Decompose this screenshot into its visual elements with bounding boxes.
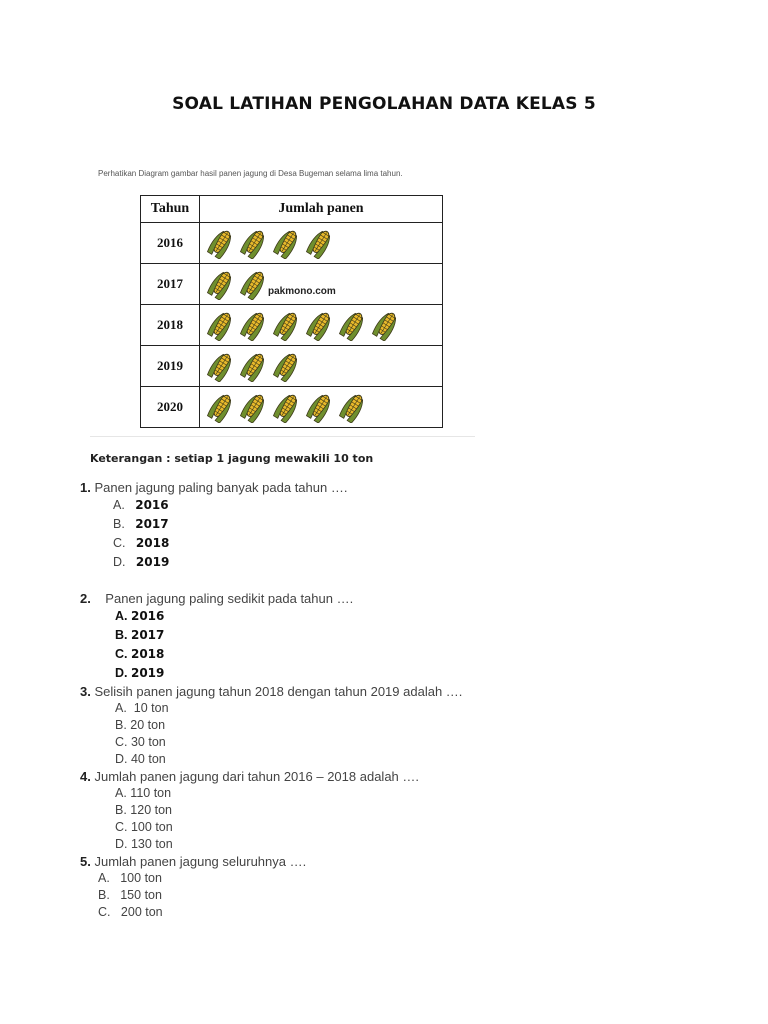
option-value: 2019: [130, 666, 165, 680]
option-label: D.: [113, 555, 126, 569]
corn-icon: [239, 309, 267, 341]
question-text: Selisih panen jagung tahun 2018 dengan tahun 2019 adalah ….: [94, 684, 463, 699]
option-label: B.: [115, 718, 127, 732]
corn-cell: [200, 223, 443, 264]
option-value: 200 ton: [120, 905, 163, 919]
option-label: C.: [115, 820, 128, 834]
corn-icon: [239, 268, 267, 300]
option[interactable]: [115, 628, 164, 642]
option-value: 2019: [135, 555, 170, 569]
table-row: [141, 305, 443, 346]
corn-cell: [200, 387, 443, 428]
option-label: B.: [113, 517, 125, 531]
option-value: 10 ton: [133, 701, 169, 715]
corn-cell: [200, 305, 443, 346]
option[interactable]: [115, 718, 165, 732]
corn-icon: [239, 350, 267, 382]
corn-icon: [206, 350, 234, 382]
question-number: 3.: [80, 684, 91, 699]
option-value: 2017: [130, 628, 165, 642]
divider: [90, 436, 475, 437]
corn-icon: [239, 391, 267, 423]
option-label: D.: [115, 752, 128, 766]
option-value: 40 ton: [130, 752, 166, 766]
question-text: Panen jagung paling banyak pada tahun ….: [94, 480, 348, 495]
option-label: A.: [115, 609, 128, 623]
table-row: [141, 264, 443, 305]
page-title: SOAL LATIHAN PENGOLAHAN DATA KELAS 5: [172, 94, 596, 114]
year-cell: 2016: [141, 223, 200, 264]
header-harvest: Jumlah panen: [200, 196, 443, 223]
corn-icon: [305, 227, 333, 259]
table-header-row: [141, 196, 443, 223]
question-text: Jumlah panen jagung dari tahun 2016 – 2018 adalah ….: [94, 769, 419, 784]
corn-icon: [305, 309, 333, 341]
option-label: D.: [115, 666, 128, 680]
option-label: A.: [113, 498, 125, 512]
option-label: A.: [115, 701, 127, 715]
corn-icon: [272, 227, 300, 259]
table-row: [141, 223, 443, 264]
corn-cell: [200, 346, 443, 387]
option-label: C.: [98, 905, 111, 919]
option-value: 130 ton: [130, 837, 173, 851]
option-value: 30 ton: [130, 735, 166, 749]
option-label: A.: [115, 786, 127, 800]
intro-text: Perhatikan Diagram gambar hasil panen jagung di Desa Bugeman selama lima tahun.: [98, 169, 403, 178]
option[interactable]: [115, 752, 166, 766]
option[interactable]: [98, 905, 163, 919]
corn-icon: [239, 227, 267, 259]
year-cell: 2020: [141, 387, 200, 428]
option-label: B.: [115, 628, 128, 642]
option-value: 100 ton: [130, 820, 173, 834]
corn-icon: [206, 309, 234, 341]
option-label: C.: [113, 536, 126, 550]
year-cell: 2019: [141, 346, 200, 387]
option-value: 2016: [135, 498, 169, 512]
option-value: 2017: [135, 517, 169, 531]
option[interactable]: [113, 536, 169, 550]
corn-icon: [206, 391, 234, 423]
option-label: B.: [115, 803, 127, 817]
option[interactable]: [98, 871, 162, 885]
option-label: C.: [115, 735, 128, 749]
question-number: 1.: [80, 480, 91, 495]
option-value: 2016: [130, 609, 165, 623]
corn-icon: [272, 350, 300, 382]
option[interactable]: [115, 701, 169, 715]
option-value: 110 ton: [130, 786, 172, 800]
question-1: [80, 480, 347, 495]
option[interactable]: [113, 498, 169, 512]
option[interactable]: [115, 666, 164, 680]
option-label: D.: [115, 837, 128, 851]
option-label: C.: [115, 647, 128, 661]
year-cell: 2017: [141, 264, 200, 305]
option[interactable]: [115, 786, 171, 800]
corn-icon: [272, 391, 300, 423]
corn-icon: [371, 309, 399, 341]
question-number: 4.: [80, 769, 91, 784]
option[interactable]: [98, 888, 162, 902]
corn-icon: [206, 268, 234, 300]
question-4: [80, 769, 419, 784]
option-value: 2018: [130, 647, 165, 661]
corn-icon: [305, 391, 333, 423]
option[interactable]: [115, 803, 172, 817]
legend-note: Keterangan : setiap 1 jagung mewakili 10 ton: [90, 452, 374, 465]
corn-icon: [272, 309, 300, 341]
corn-icon: [338, 391, 366, 423]
header-year: Tahun: [141, 196, 200, 223]
pictogram-table: [140, 195, 443, 428]
option-value: 150 ton: [120, 888, 162, 902]
option-value: 2018: [135, 536, 170, 550]
question-3: [80, 684, 462, 699]
question-5: [80, 854, 306, 869]
question-text: Panen jagung paling sedikit pada tahun ….: [105, 591, 354, 606]
question-number: 2.: [80, 591, 91, 606]
option-label: A.: [98, 871, 110, 885]
option[interactable]: [115, 837, 173, 851]
table-row: [141, 346, 443, 387]
option-value: 100 ton: [120, 871, 162, 885]
option[interactable]: [115, 820, 173, 834]
option-label: B.: [98, 888, 110, 902]
corn-icon: [338, 309, 366, 341]
year-cell: 2018: [141, 305, 200, 346]
table-row: [141, 387, 443, 428]
corn-cell: [200, 264, 443, 305]
option[interactable]: [113, 517, 169, 531]
option-value: 120 ton: [130, 803, 173, 817]
option[interactable]: [115, 609, 164, 623]
option-value: 20 ton: [130, 718, 166, 732]
question-text: Jumlah panen jagung seluruhnya ….: [94, 854, 307, 869]
option[interactable]: [115, 735, 166, 749]
question-number: 5.: [80, 854, 91, 869]
option[interactable]: [113, 555, 169, 569]
option[interactable]: [115, 647, 164, 661]
question-2: [80, 591, 353, 606]
watermark-text: pakmono.com: [268, 286, 336, 297]
corn-icon: [206, 227, 234, 259]
